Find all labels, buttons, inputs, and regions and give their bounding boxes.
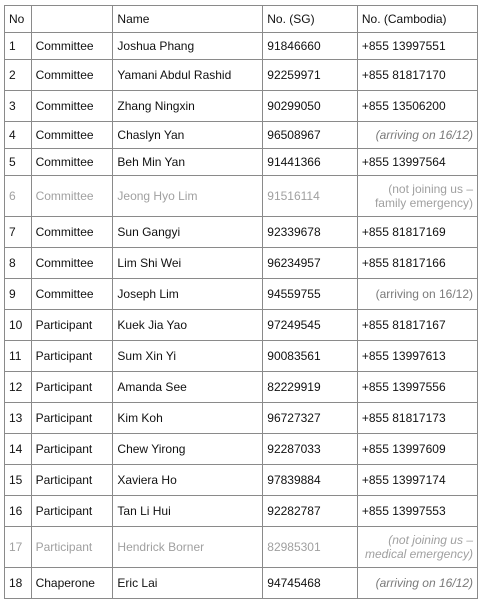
row-no: 5 bbox=[5, 149, 32, 176]
row-name: Eric Lai bbox=[113, 568, 263, 599]
header-cambodia-number: No. (Cambodia) bbox=[357, 6, 477, 33]
row-name: Sum Xin Yi bbox=[113, 341, 263, 372]
row-sg-number: 92282787 bbox=[263, 496, 358, 527]
row-cambodia-number: +855 81817166 bbox=[357, 248, 477, 279]
row-arrival-note: (arriving on 16/12) bbox=[357, 568, 477, 599]
row-role: Committee bbox=[31, 248, 113, 279]
row-role: Participant bbox=[31, 372, 113, 403]
table-row bbox=[5, 496, 478, 527]
row-sg-number: 94559755 bbox=[263, 279, 358, 310]
row-role: Participant bbox=[31, 496, 113, 527]
table-row bbox=[5, 372, 478, 403]
table-row bbox=[5, 279, 478, 310]
row-sg-number: 91846660 bbox=[263, 33, 358, 60]
row-sg-number: 90083561 bbox=[263, 341, 358, 372]
row-role: Committee bbox=[31, 33, 113, 60]
row-name: Chaslyn Yan bbox=[113, 122, 263, 149]
row-role: Committee bbox=[31, 60, 113, 91]
row-no: 10 bbox=[5, 310, 32, 341]
row-no: 9 bbox=[5, 279, 32, 310]
row-no: 11 bbox=[5, 341, 32, 372]
row-sg-number: 91441366 bbox=[263, 149, 358, 176]
row-no: 15 bbox=[5, 465, 32, 496]
row-cambodia-number: +855 81817169 bbox=[357, 217, 477, 248]
table-row-inactive bbox=[5, 176, 478, 217]
row-sg-number: 90299050 bbox=[263, 91, 358, 122]
row-role: Participant bbox=[31, 527, 113, 568]
row-name: Kim Koh bbox=[113, 403, 263, 434]
row-cambodia-number: +855 81817173 bbox=[357, 403, 477, 434]
row-name: Zhang Ningxin bbox=[113, 91, 263, 122]
table-row bbox=[5, 434, 478, 465]
row-sg-number: 97839884 bbox=[263, 465, 358, 496]
row-role: Participant bbox=[31, 310, 113, 341]
row-sg-number: 92287033 bbox=[263, 434, 358, 465]
row-cambodia-number: +855 13997556 bbox=[357, 372, 477, 403]
row-sg-number: 96508967 bbox=[263, 122, 358, 149]
row-cambodia-number: +855 13997553 bbox=[357, 496, 477, 527]
absence-note-line2: medical emergency) bbox=[364, 547, 473, 561]
row-no: 8 bbox=[5, 248, 32, 279]
header-role bbox=[31, 6, 113, 33]
row-no: 14 bbox=[5, 434, 32, 465]
row-role: Participant bbox=[31, 434, 113, 465]
row-role: Participant bbox=[31, 403, 113, 434]
row-name: Amanda See bbox=[113, 372, 263, 403]
row-sg-number: 96727327 bbox=[263, 403, 358, 434]
row-no: 1 bbox=[5, 33, 32, 60]
table-row bbox=[5, 217, 478, 248]
row-sg-number: 92259971 bbox=[263, 60, 358, 91]
row-name: Yamani Abdul Rashid bbox=[113, 60, 263, 91]
row-cambodia-number: +855 13997551 bbox=[357, 33, 477, 60]
row-name: Joshua Phang bbox=[113, 33, 263, 60]
table-row bbox=[5, 465, 478, 496]
row-sg-number: 91516114 bbox=[263, 176, 358, 217]
row-sg-number: 97249545 bbox=[263, 310, 358, 341]
row-role: Committee bbox=[31, 122, 113, 149]
row-no: 7 bbox=[5, 217, 32, 248]
row-no: 4 bbox=[5, 122, 32, 149]
row-arrival-note: (arriving on 16/12) bbox=[357, 122, 477, 149]
row-role: Committee bbox=[31, 149, 113, 176]
absence-note-line2: family emergency) bbox=[374, 196, 473, 210]
row-name: Sun Gangyi bbox=[113, 217, 263, 248]
row-no: 16 bbox=[5, 496, 32, 527]
row-name: Lim Shi Wei bbox=[113, 248, 263, 279]
row-role: Committee bbox=[31, 279, 113, 310]
row-name: Jeong Hyo Lim bbox=[113, 176, 263, 217]
table-row bbox=[5, 91, 478, 122]
table-row bbox=[5, 310, 478, 341]
row-name: Joseph Lim bbox=[113, 279, 263, 310]
row-no: 12 bbox=[5, 372, 32, 403]
row-no: 13 bbox=[5, 403, 32, 434]
row-sg-number: 82985301 bbox=[263, 527, 358, 568]
header-row bbox=[5, 6, 478, 33]
header-name: Name bbox=[113, 6, 263, 33]
row-arrival-note: (arriving on 16/12) bbox=[357, 279, 477, 310]
table-row bbox=[5, 568, 478, 599]
row-name: Kuek Jia Yao bbox=[113, 310, 263, 341]
row-role: Committee bbox=[31, 176, 113, 217]
row-sg-number: 92339678 bbox=[263, 217, 358, 248]
table-row bbox=[5, 149, 478, 176]
table-row bbox=[5, 122, 478, 149]
row-no: 18 bbox=[5, 568, 32, 599]
absence-note-line1: (not joining us – bbox=[388, 533, 473, 547]
absence-note-line1: (not joining us – bbox=[388, 182, 473, 196]
row-cambodia-number: +855 13997609 bbox=[357, 434, 477, 465]
row-absence-note bbox=[357, 176, 477, 217]
row-role: Committee bbox=[31, 91, 113, 122]
contact-table bbox=[4, 5, 478, 599]
row-name: Hendrick Borner bbox=[113, 527, 263, 568]
table-row bbox=[5, 60, 478, 91]
row-cambodia-number: +855 13506200 bbox=[357, 91, 477, 122]
row-cambodia-number: +855 13997613 bbox=[357, 341, 477, 372]
row-name: Beh Min Yan bbox=[113, 149, 263, 176]
row-sg-number: 82229919 bbox=[263, 372, 358, 403]
row-role: Participant bbox=[31, 341, 113, 372]
header-sg-number: No. (SG) bbox=[263, 6, 358, 33]
row-name: Tan Li Hui bbox=[113, 496, 263, 527]
row-role: Committee bbox=[31, 217, 113, 248]
row-no: 2 bbox=[5, 60, 32, 91]
row-sg-number: 94745468 bbox=[263, 568, 358, 599]
table-row bbox=[5, 341, 478, 372]
row-absence-note bbox=[357, 527, 477, 568]
row-cambodia-number: +855 13997564 bbox=[357, 149, 477, 176]
row-name: Chew Yirong bbox=[113, 434, 263, 465]
row-no: 17 bbox=[5, 527, 32, 568]
row-no: 6 bbox=[5, 176, 32, 217]
row-role: Chaperone bbox=[31, 568, 113, 599]
table-row bbox=[5, 33, 478, 60]
table-row-inactive bbox=[5, 527, 478, 568]
row-no: 3 bbox=[5, 91, 32, 122]
table-row bbox=[5, 248, 478, 279]
header-no: No bbox=[5, 6, 32, 33]
row-sg-number: 96234957 bbox=[263, 248, 358, 279]
row-cambodia-number: +855 81817167 bbox=[357, 310, 477, 341]
row-role: Participant bbox=[31, 465, 113, 496]
row-name: Xaviera Ho bbox=[113, 465, 263, 496]
row-cambodia-number: +855 81817170 bbox=[357, 60, 477, 91]
table-row bbox=[5, 403, 478, 434]
row-cambodia-number: +855 13997174 bbox=[357, 465, 477, 496]
